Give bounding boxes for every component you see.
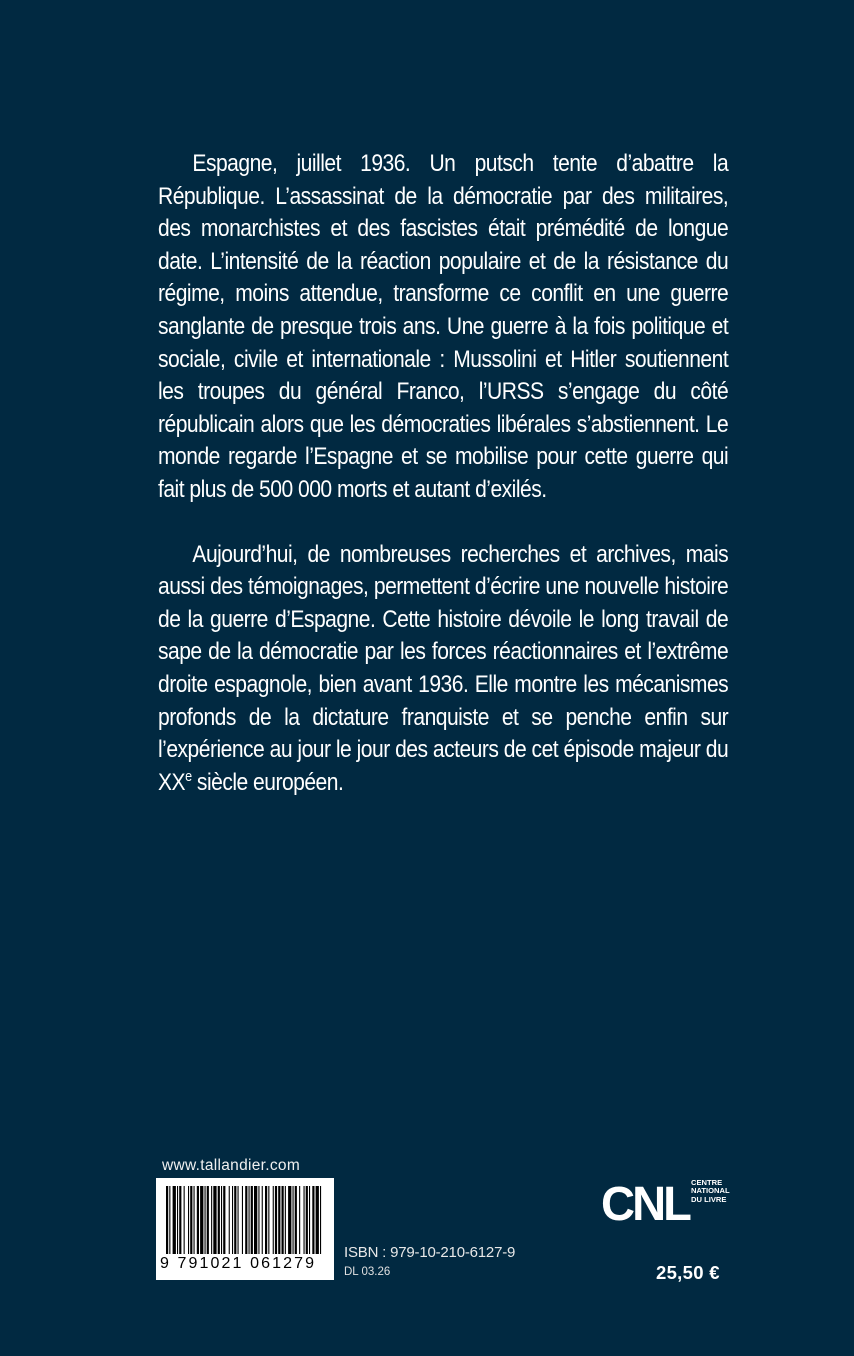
cnl-logo-text: CNL (601, 1178, 691, 1228)
barcode-bar (179, 1186, 181, 1254)
barcode-bar (251, 1186, 253, 1254)
barcode-bar (273, 1186, 274, 1254)
cnl-logo-icon (601, 1176, 693, 1228)
barcode-bar (295, 1186, 297, 1254)
barcode-bar (223, 1186, 225, 1254)
barcode-bar (245, 1186, 247, 1254)
barcode-bar (211, 1186, 212, 1254)
barcode-bar (173, 1186, 176, 1254)
blurb-paragraph-2-end: siècle européen. (191, 768, 344, 796)
barcode-bar (265, 1186, 267, 1254)
barcode-bar (306, 1186, 308, 1254)
barcode-bar (293, 1186, 294, 1254)
barcode-bar (238, 1186, 239, 1254)
barcode-bar (320, 1186, 321, 1254)
blurb-paragraph-2 (158, 539, 728, 800)
barcode-bar (278, 1186, 280, 1254)
cnl-line-1: CENTRE (691, 1178, 723, 1187)
barcode-bar (221, 1186, 222, 1254)
barcode-bar (188, 1186, 189, 1254)
barcode-bar (288, 1186, 291, 1254)
barcode-bar (232, 1186, 233, 1254)
barcode-bar (166, 1186, 168, 1254)
barcode-bar (194, 1186, 195, 1254)
barcode-bar (242, 1186, 243, 1254)
barcode-bar (207, 1186, 209, 1254)
cnl-subtitle (691, 1179, 751, 1204)
legal-deposit: DL 03.26 (344, 1266, 391, 1278)
barcode-digits: 9 791021 061279 (160, 1255, 317, 1272)
barcode-bar (184, 1186, 185, 1254)
cnl-line-3: DU LIVRE (691, 1194, 727, 1204)
barcode-bar (268, 1186, 269, 1254)
barcode-bar (249, 1186, 250, 1254)
barcode-bars (164, 1186, 326, 1254)
barcode-bar (177, 1186, 178, 1254)
barcode-bar (213, 1186, 216, 1254)
barcode-bar (197, 1186, 199, 1254)
barcode-bar (218, 1186, 220, 1254)
barcode-bar (282, 1186, 284, 1254)
barcode-bar (234, 1186, 236, 1254)
barcode-bar (229, 1186, 230, 1254)
blurb-paragraph-1: Espagne, juillet 1936. Un putsch tente d’abattre la République. L’assassinat de la démocratie par des militaires, des monarchistes et des fascistes était prémédité de longue date. L’intensité de la réaction populaire et de la résistance du régime, moins attendue, transforme ce conflit en une guerre sanglante de presque trois ans. Une guerre à la fois politique et sociale, civile et internationale : Mussolini et Hitler soutiennent les troupes du général Franco, l’URSS s’engage du côté républicain alors que les démocraties libérales s’abstiennent. Le monde regarde l’Espagne et se mobilise pour cette guerre qui fait plus de 500 000 morts et autant d’exilés. (158, 150, 729, 503)
barcode-bar (299, 1186, 300, 1254)
barcode-bar (262, 1186, 263, 1254)
barcode-bar (275, 1186, 277, 1254)
barcode-bar (169, 1186, 170, 1254)
barcode-bar (285, 1186, 286, 1254)
barcode-bar (304, 1186, 305, 1254)
barcode-bar (200, 1186, 203, 1254)
price: 25,50 € (656, 1262, 720, 1283)
blurb-paragraph-2-start: Aujourd’hui, de nombreuses recherches et archives, mais aussi des témoignages, permettent d’écrire une nouvelle histoire de la guerre d’Espagne. Cette histoire dévoile le long travail de sape de la démocratie par les forces réactionnaires et l’extrême droite espagnole, bien avant 1936. Elle montre les mécanismes profonds de la dictature franquiste et se penche enfin sur l’expérience au jour le jour des acteurs de cet épisode majeur du (158, 540, 729, 764)
barcode-bar (316, 1186, 319, 1254)
barcode-bar (258, 1186, 259, 1254)
century-superscript: e (185, 768, 192, 785)
isbn: ISBN : 979-10-210-6127-9 (344, 1244, 516, 1261)
barcode-bar (190, 1186, 192, 1254)
barcode-bar (309, 1186, 310, 1254)
back-cover-blurb (158, 148, 728, 831)
cnl-line-2: NATIONAL (691, 1186, 730, 1196)
barcode (156, 1178, 334, 1280)
barcode-bar (254, 1186, 257, 1254)
century-numeral: XX (158, 768, 186, 796)
barcode-bar (205, 1186, 206, 1254)
barcode-bar (312, 1186, 314, 1254)
publisher-website: www.tallandier.com (162, 1157, 301, 1174)
